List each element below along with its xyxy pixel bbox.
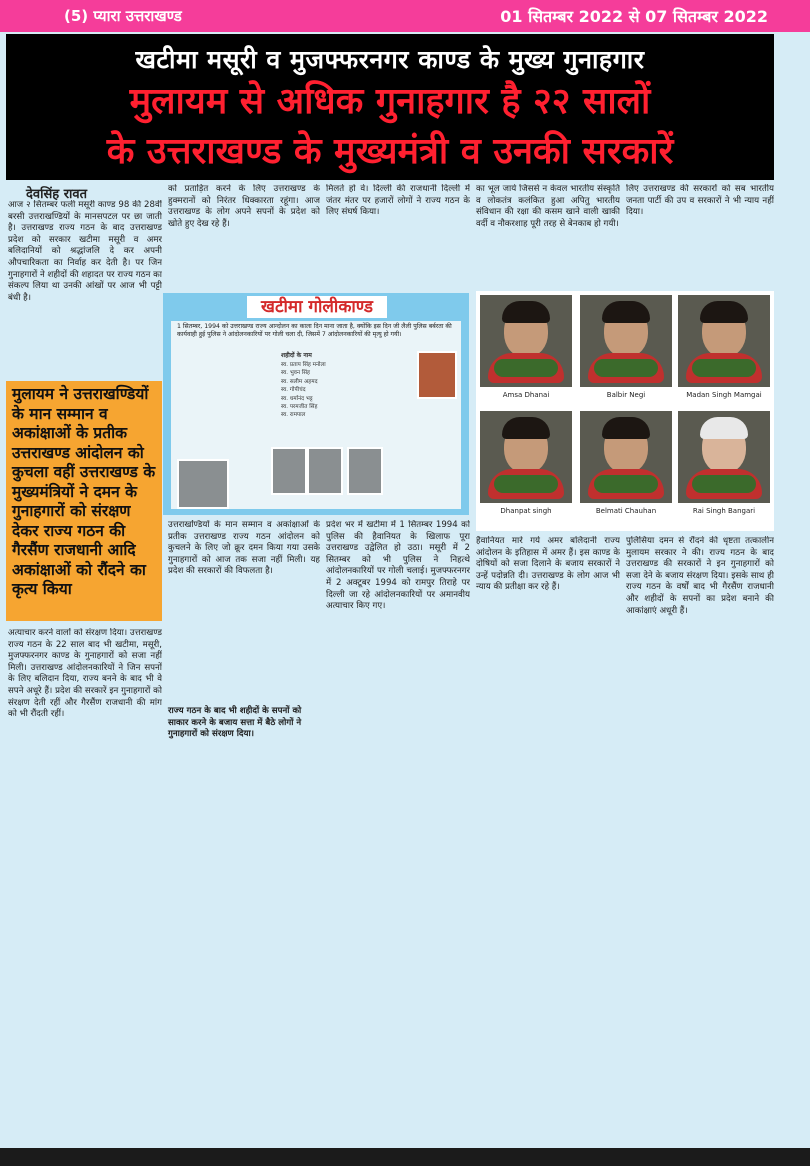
golikand-panel bbox=[171, 321, 461, 509]
portrait-caption: Dhanpat singh bbox=[500, 507, 552, 515]
column-2-bold-quote: राज्य गठन के बाद भी शहीदों के सपनों को साकार करने के बजाय सत्ता में बैठे लोगों ने गुनाहगारों को संरक्षण दिया। bbox=[168, 706, 302, 740]
golikand-intro: 1 सितम्बर, 1994 को उत्तराखण्ड राज्य आन्दोलन का काला दिन माना जाता है, क्योंकि इस दिन जी लैली पुलिस बर्बरता की कार्यवाही हुई पुलिस ने आंदोलनकारियों पर गोली चला दी, जिसमें 7 आंदोलनकारियों की मृत्यु हो गयी। bbox=[177, 323, 452, 338]
portrait-photo bbox=[678, 411, 770, 503]
martyr-item: स्व. धर्मानंद भट्ट bbox=[281, 395, 313, 402]
martyr-photo bbox=[417, 351, 457, 399]
column-1-bottom: अत्याचार करने वालों को संरक्षण दिया। उत्तराखण्ड राज्य गठन के 22 साल बाद भी खटीमा, मसूरी, मुजफ्फरनगर काण्ड के गुनाहगारों को सजा नहीं मिली। उत्तराखण्ड आंदोलनकारियों ने जिन सपनों के लिए बलिदान दिया, राज्य बनने के बाद भी वे सपने अधूरे हैं। प्रदेश की सरकारें इन गुनाहगारों को संरक्षण देती रहीं और गैरसैंण राजधानी की मांग को भी रौंदती रहीं। bbox=[8, 628, 162, 720]
golikand-title: खटीमा गोलीकाण्ड bbox=[247, 296, 387, 318]
martyr-item: स्व. गोपीचंद bbox=[281, 387, 306, 394]
portrait-caption: Amsa Dhanai bbox=[502, 391, 550, 399]
portrait-photo bbox=[678, 295, 770, 387]
martyr-photo bbox=[307, 447, 343, 495]
martyr-item: स्व. परमजीत सिंह bbox=[281, 404, 318, 411]
column-3-top: मिलते हो वे। दिल्ली की राजधानी दिल्ली में जंतर मंतर पर हजारों लोगों ने राज्य गठन के लिए संघर्ष किया। bbox=[326, 184, 470, 218]
portrait-caption: Balbir Negi bbox=[606, 391, 646, 399]
portrait-photo bbox=[480, 411, 572, 503]
column-5-bottom: पुलिसिया दमन से रौंदने की धृष्टता तत्कालीन मुलायम सरकार ने की। राज्य गठन के बाद उत्तराखण्ड की सरकारों ने इन गुनाहगारों को सजा देने के बजाय संरक्षण दिया। इसके साथ ही राज्य गठन के वर्षों बाद भी गैरसैंण राजधानी और शहीदों के सपनों का प्रदेश बनाने की आकांक्षाएं अधूरी हैं। bbox=[626, 536, 774, 616]
martyrs-photo-grid bbox=[476, 291, 774, 531]
issue-date-range: 01 सितम्बर 2022 से 07 सितम्बर 2022 bbox=[500, 7, 768, 26]
column-2-bottom: उत्तराखण्डियों के मान सम्मान व अकांक्षाओं के प्रतीक उत्तराखण्ड राज्य गठन आंदोलन को कुचलने के लिए जो क्रूर दमन किया गया उसके गुनाहगारों को आज तक सजा नहीं मिली। यह प्रदेश की सरकारों की विफलता है। bbox=[168, 520, 320, 577]
martyr-photo bbox=[271, 447, 307, 495]
khatima-golikand-box bbox=[163, 293, 469, 515]
martyr-photo bbox=[347, 447, 383, 495]
column-4-top: का भूल जाये जिससे न केवल भारतीय संस्कृति व लोकतंत्र कलंकित हुआ अपितु भारतीय संविधान की रक्षा की कसम खाने वाली खाकी वर्दी व नौकरशाह पूरी तरह से बेनकाब हो गयी। bbox=[476, 184, 620, 229]
column-2-top: को प्रताड़ित करने के लिए उत्तराखण्ड के हुक्मरानों को निरंतर धिक्कारता रहूंगा। आज उत्तराखण्ड के लोग अपने सपनों के प्रदेश को खोते हुए देख रहे हैं। bbox=[168, 184, 320, 229]
portrait-caption: Madan Singh Mamgai bbox=[686, 391, 762, 399]
headline-line-3: के उत्तराखण्ड के मुख्यमंत्री व उनकी सरकारें bbox=[106, 131, 674, 172]
pullquote-box bbox=[6, 381, 162, 621]
page-header-bar bbox=[0, 0, 810, 32]
martyrs-heading: शहीदों के नाम bbox=[281, 352, 312, 359]
headline-line-2: मुलायम से अधिक गुनाहगार है २२ सालों bbox=[129, 81, 651, 122]
martyr-item: स्व. सलीम अहमद bbox=[281, 378, 318, 385]
portrait-caption: Belmati Chauhan bbox=[595, 507, 657, 515]
martyr-item: स्व. भुवन सिंह bbox=[281, 370, 310, 377]
headline-line-1: खटीमा मसूरी व मुजफ्फरनगर काण्ड के मुख्य गुनाहगार bbox=[135, 45, 645, 74]
portrait-photo bbox=[580, 295, 672, 387]
portrait-caption: Rai Singh Bangari bbox=[692, 507, 756, 515]
martyrs-list bbox=[281, 361, 401, 420]
martyr-item: स्व. रामपाल bbox=[281, 412, 306, 419]
column-3-bottom: प्रदेश भर में खटीमा में 1 सितम्बर 1994 को पुलिस की हैवानियत के खिलाफ पूरा उत्तराखण्ड उद्वेलित हो उठा। मसूरी में 2 सितम्बर को भी पुलिस ने निहत्थे आंदोलनकारियों पर गोली चलाई। मुजफ्फरनगर में 2 अक्टूबर 1994 को रामपुर तिराहे पर दिल्ली जा रहे आंदोलनकारियों पर अमानवीय अत्याचार किए गए। bbox=[326, 520, 470, 612]
pullquote-text: मुलायम ने उत्तराखण्डियों के मान सम्मान व अकांक्षाओं के प्रतीक उत्तराखण्ड आंदोलन को कुचला वहीं उत्तराखण्ड के मुख्यमंत्रियों ने दमन के गुनाहगारों को संरक्षण देकर राज्य गठन की गैरसैंण राजधानी आदि अकांक्षाओं को रौंदने का कृत्य किया bbox=[12, 385, 156, 598]
portrait-photo bbox=[580, 411, 672, 503]
section-title: (5) प्यारा उत्तराखण्ड bbox=[64, 7, 182, 25]
martyr-photo bbox=[177, 459, 229, 509]
portrait-photo bbox=[480, 295, 572, 387]
author-byline: देवसिंह रावत bbox=[26, 187, 88, 202]
column-4-bottom: हैवानियत मारे गये अमर बलिदानी राज्य आंदोलन के इतिहास में अमर हैं। इस काण्ड के दोषियों को सजा दिलाने के बजाय सरकारों ने उन्हें पदोन्नति दी। उत्तराखण्ड के लोग आज भी न्याय की प्रतीक्षा कर रहे हैं। bbox=[476, 536, 620, 593]
main-headline-block bbox=[6, 34, 774, 180]
martyr-item: स्व. प्रताप सिंह मनोला bbox=[281, 362, 326, 368]
column-1-top: आज २ सितम्बर फली मसूरी काण्ड 98 की 28वीं बरसी उत्तराखण्डियों के मानसपटल पर छा जाती है। उत्तराखण्ड राज्य गठन के बाद उत्तराखण्ड प्रदेश को सरकार खटीमा मसूरी व अमर बलिदानियों को श्रद्धांजलि दे कर अपनी औपचारिकता का निर्वाह कर देती है। पर जिन गुनाहगारों ने शहीदों की शहादत पर राज्य गठन का संकल्प लिया था उनकी आंखों पर आज भी पट्टी बंधी है। bbox=[8, 200, 162, 303]
bottom-strip bbox=[0, 1148, 810, 1166]
column-5-top: लिए उत्तराखण्ड की सरकारों को सब भारतीय जनता पार्टी की उप व सरकारों ने भी न्याय नहीं दिया। bbox=[626, 184, 774, 218]
